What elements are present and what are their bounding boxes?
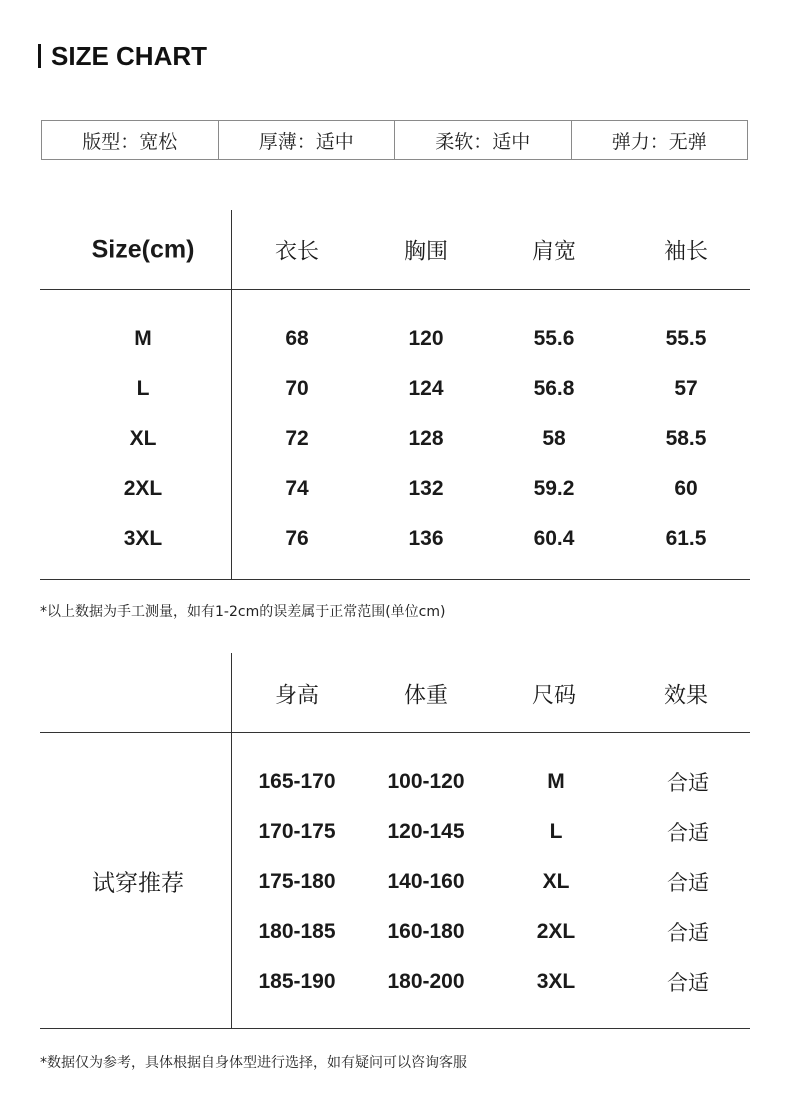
size-table-cell: 74 <box>285 477 309 500</box>
fabric-attributes <box>41 120 748 160</box>
size-table-cell: 58.5 <box>665 427 707 450</box>
size-label: M <box>134 327 152 350</box>
height-range: 185-190 <box>258 970 336 993</box>
recommended-size: M <box>547 770 565 793</box>
title-text: SIZE CHART <box>51 41 207 71</box>
col-header-sleeve: 袖长 <box>663 239 709 265</box>
col-header-chest: 胸围 <box>403 239 449 265</box>
col-header-shoulder: 肩宽 <box>531 239 577 265</box>
weight-range: 140-160 <box>387 870 465 893</box>
col-header-weight: 体重 <box>403 683 449 709</box>
size-table-cell: 61.5 <box>665 527 707 550</box>
weight-range: 100-120 <box>387 770 465 793</box>
recommended-size: 2XL <box>536 920 576 943</box>
height-range: 165-170 <box>258 770 336 793</box>
fit-effect: 合适 <box>667 921 709 945</box>
fit-table-header-rule <box>40 732 750 733</box>
size-table-cell: 72 <box>285 427 309 450</box>
height-range: 170-175 <box>258 820 336 843</box>
size-table-cell: 55.6 <box>533 327 575 350</box>
fit-effect: 合适 <box>667 771 709 795</box>
attr-elasticity: 弹力：无弹 <box>571 121 748 159</box>
size-table-cell: 68 <box>285 327 309 350</box>
attr-thickness: 厚薄：适中 <box>218 121 395 159</box>
fit-effect: 合适 <box>667 971 709 995</box>
fit-effect: 合适 <box>667 821 709 845</box>
measurement-note: *以上数据为手工测量，如有1-2cm的误差属于正常范围(单位cm) <box>40 604 446 620</box>
size-table-cell: 59.2 <box>533 477 575 500</box>
weight-range: 180-200 <box>387 970 465 993</box>
size-table-bottom-rule <box>40 579 750 580</box>
size-table-cell: 120 <box>408 327 444 350</box>
size-label: XL <box>129 427 157 450</box>
title-bar-decoration <box>38 44 41 68</box>
size-table-cell: 132 <box>408 477 444 500</box>
col-header-height: 身高 <box>274 683 320 709</box>
size-table-cell: 60.4 <box>533 527 575 550</box>
size-table-cell: 70 <box>285 377 309 400</box>
weight-range: 120-145 <box>387 820 465 843</box>
page-title <box>38 38 207 74</box>
size-table-cell: 58 <box>542 427 566 450</box>
size-table-cell: 57 <box>674 377 698 400</box>
reference-note: *数据仅为参考，具体根据自身体型进行选择，如有疑问可以咨询客服 <box>40 1055 467 1071</box>
attr-softness: 柔软：适中 <box>394 121 571 159</box>
size-table-divider-v <box>231 210 232 580</box>
attr-fit: 版型：宽松 <box>82 130 178 153</box>
size-label: 2XL <box>123 477 163 500</box>
size-table-cell: 124 <box>408 377 444 400</box>
fit-recommendation-label: 试穿推荐 <box>92 870 184 897</box>
fit-effect: 合适 <box>667 871 709 895</box>
recommended-size: L <box>549 820 563 843</box>
col-header-size: 尺码 <box>531 683 577 709</box>
size-table-corner: Size(cm) <box>91 235 195 264</box>
height-range: 175-180 <box>258 870 336 893</box>
col-header-effect: 效果 <box>663 683 709 709</box>
col-header-length: 衣长 <box>274 239 320 265</box>
fit-table-divider-v <box>231 653 232 1029</box>
size-label: 3XL <box>123 527 163 550</box>
size-table-header-rule <box>40 289 750 290</box>
recommended-size: 3XL <box>536 970 576 993</box>
size-label: L <box>136 377 150 400</box>
size-table-cell: 128 <box>408 427 444 450</box>
fit-table-bottom-rule <box>40 1028 750 1029</box>
size-table-cell: 136 <box>408 527 444 550</box>
size-table-cell: 60 <box>674 477 698 500</box>
height-range: 180-185 <box>258 920 336 943</box>
size-table-cell: 76 <box>285 527 309 550</box>
size-table-cell: 55.5 <box>665 327 707 350</box>
weight-range: 160-180 <box>387 920 465 943</box>
recommended-size: XL <box>542 870 570 893</box>
size-table-cell: 56.8 <box>533 377 575 400</box>
